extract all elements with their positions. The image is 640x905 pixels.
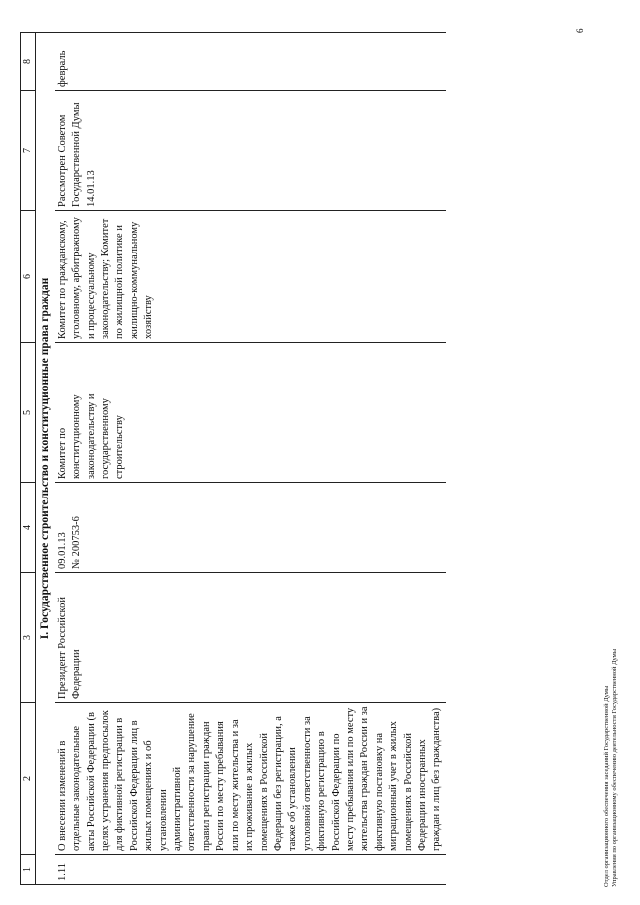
responsible-committee: Комитет по конституционному законодательству и государственному строительству [55,343,446,483]
bills-table [20,32,446,885]
section-header-row [36,33,55,885]
col-number: 8 [21,33,36,91]
col-number: 6 [21,211,36,343]
registration-cell [55,483,446,573]
footer [603,649,619,887]
initiator: Президент Российской Федерации [55,573,446,703]
status: Рассмотрен Советом Государственной Думы 14.01.13 [55,91,446,211]
bill-number: № 200753-6 [71,516,83,569]
col-number: 5 [21,343,36,483]
col-number: 1 [21,855,36,885]
column-number-row [21,33,36,885]
footer-line: Отдел организационного обеспечения заседаний Государственной Думы [603,685,610,887]
col-number: 2 [21,703,36,855]
co-committees: Комитет по гражданскому, уголовному, арбитражному и процессуальному законодательству; Комитет по жилищной политике и жилищно-коммунальному хозяйству [55,211,446,343]
col-number: 3 [21,573,36,703]
section-title: I. Государственное строительство и конституционные права граждан [36,33,55,885]
registration-date: 09.01.13 [56,532,68,569]
col-number: 4 [21,483,36,573]
footer-line: Управления по организационному обеспечению деятельности Государственной Думы [611,648,618,887]
row-number: 1.11 [55,855,446,885]
month: февраль [55,33,446,91]
rotated-content [20,0,618,905]
col-number: 7 [21,91,36,211]
table-row [55,33,446,885]
bill-title: О внесении изменений в отдельные законодательные акты Российской Федерации (в целях устранения предпосылок для фиктивной регистрации в Российской Федерации лиц в жилых помещениях и об установлении административной ответственности за нарушение правил регистрации граждан России по месту пребывания или по месту жительства и за их проживание в жилых помещениях в Российской Федерации без регистрации, а также об установлении уголовной ответственности за фиктивную регистрацию в Российской Федерации по месту пребывания или по месту жительства граждан России и за фиктивную постановку на миграционный учет в жилых помещениях в Российской Федерации иностранных граждан и лиц без гражданства) [55,703,446,855]
page-number: 6 [575,28,585,33]
